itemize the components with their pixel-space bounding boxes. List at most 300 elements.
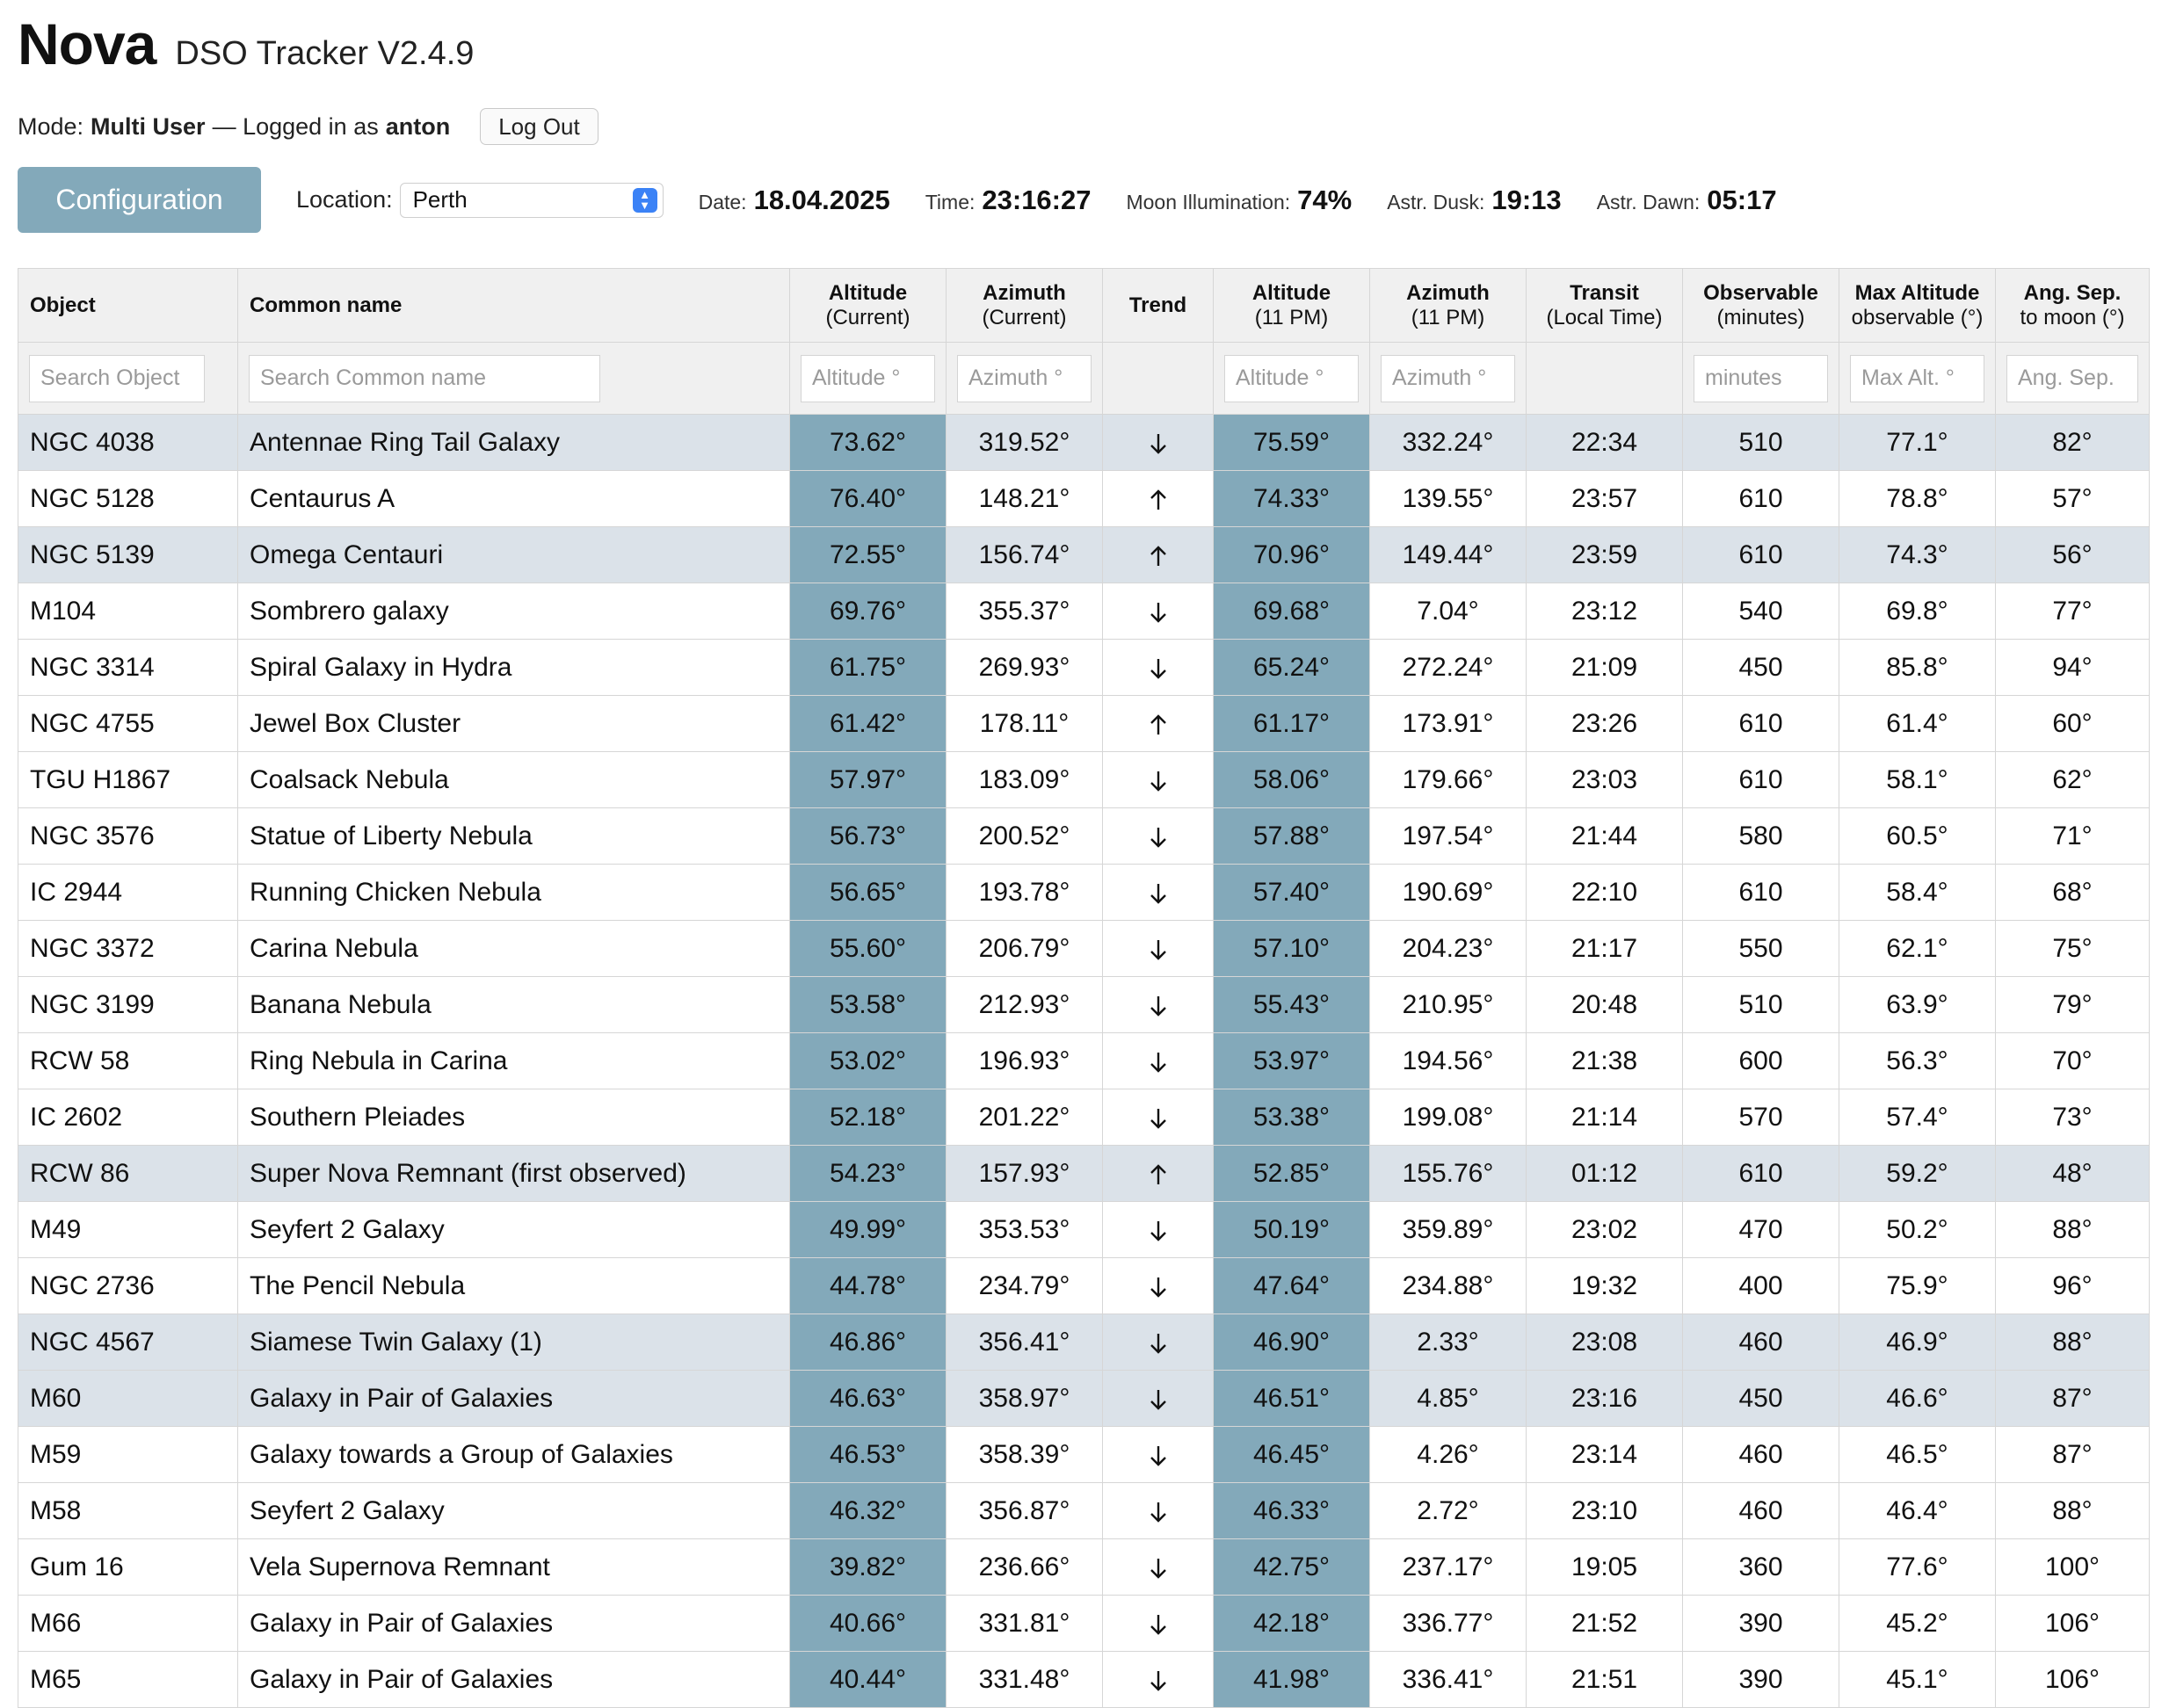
azimuth-cell: 156.74° bbox=[947, 527, 1103, 583]
max-altitude-cell: 46.5° bbox=[1839, 1427, 1996, 1483]
location-label: Location: bbox=[296, 186, 393, 213]
object-cell[interactable]: NGC 4038 bbox=[18, 415, 238, 471]
azimuth-11pm-cell: 332.24° bbox=[1370, 415, 1527, 471]
object-cell[interactable]: RCW 86 bbox=[18, 1146, 238, 1202]
altitude-11pm-cell: 61.17° bbox=[1214, 696, 1370, 752]
arrow-down-icon bbox=[1149, 1665, 1168, 1694]
altitude-cell: 46.63° bbox=[790, 1371, 947, 1427]
common-name-cell: Spiral Galaxy in Hydra bbox=[238, 640, 790, 696]
altitude-11pm-cell: 70.96° bbox=[1214, 527, 1370, 583]
transit-cell: 19:32 bbox=[1527, 1258, 1683, 1314]
object-cell[interactable]: M66 bbox=[18, 1596, 238, 1652]
object-cell[interactable]: NGC 5139 bbox=[18, 527, 238, 583]
object-cell[interactable]: IC 2944 bbox=[18, 865, 238, 921]
max-altitude-cell: 46.9° bbox=[1839, 1314, 1996, 1371]
max-altitude-cell: 46.6° bbox=[1839, 1371, 1996, 1427]
altitude-cell: 52.18° bbox=[790, 1089, 947, 1146]
object-cell[interactable]: M49 bbox=[18, 1202, 238, 1258]
time-label: Time: bbox=[925, 190, 976, 214]
ang-sep-cell: 70° bbox=[1996, 1033, 2150, 1089]
common-name-cell: Seyfert 2 Galaxy bbox=[238, 1483, 790, 1539]
username: anton bbox=[385, 112, 451, 140]
table-row[interactable] bbox=[18, 808, 2150, 865]
observable-cell: 610 bbox=[1683, 527, 1839, 583]
azimuth-11pm-cell: 272.24° bbox=[1370, 640, 1527, 696]
trend-cell bbox=[1103, 1539, 1214, 1596]
arrow-up-icon bbox=[1149, 709, 1168, 738]
common-name-cell: Running Chicken Nebula bbox=[238, 865, 790, 921]
table-row[interactable] bbox=[18, 1539, 2150, 1596]
altitude-cell: 40.66° bbox=[790, 1596, 947, 1652]
max-altitude-cell: 63.9° bbox=[1839, 977, 1996, 1033]
azimuth-cell: 206.79° bbox=[947, 921, 1103, 977]
location-value: Perth bbox=[412, 186, 468, 213]
trend-cell bbox=[1103, 1427, 1214, 1483]
table-row[interactable] bbox=[18, 1146, 2150, 1202]
col-common-name[interactable]: Common name bbox=[238, 269, 790, 343]
arrow-down-icon bbox=[1149, 878, 1168, 907]
object-cell[interactable]: NGC 3199 bbox=[18, 977, 238, 1033]
transit-cell: 21:38 bbox=[1527, 1033, 1683, 1089]
max-altitude-cell: 62.1° bbox=[1839, 921, 1996, 977]
arrow-down-icon bbox=[1149, 1215, 1168, 1244]
transit-cell: 01:12 bbox=[1527, 1146, 1683, 1202]
ang-sep-filter-input[interactable] bbox=[2006, 355, 2138, 402]
object-cell[interactable]: NGC 2736 bbox=[18, 1258, 238, 1314]
altitude-cell: 40.44° bbox=[790, 1652, 947, 1708]
altitude-11pm-cell: 57.10° bbox=[1214, 921, 1370, 977]
common-name-cell: Seyfert 2 Galaxy bbox=[238, 1202, 790, 1258]
altitude-cell: 44.78° bbox=[790, 1258, 947, 1314]
transit-cell: 23:08 bbox=[1527, 1314, 1683, 1371]
trend-cell bbox=[1103, 1314, 1214, 1371]
common-name-cell: Carina Nebula bbox=[238, 921, 790, 977]
altitude-cell: 49.99° bbox=[790, 1202, 947, 1258]
arrow-down-icon bbox=[1149, 597, 1168, 626]
ang-sep-cell: 56° bbox=[1996, 527, 2150, 583]
altitude-11pm-filter-input[interactable] bbox=[1224, 355, 1359, 402]
transit-cell: 19:05 bbox=[1527, 1539, 1683, 1596]
app-header bbox=[18, 11, 474, 77]
altitude-cell: 56.73° bbox=[790, 808, 947, 865]
time-value: 23:16:27 bbox=[982, 184, 1092, 215]
azimuth-11pm-cell: 197.54° bbox=[1370, 808, 1527, 865]
table-row[interactable] bbox=[18, 471, 2150, 527]
col-azimuth-11pm[interactable]: Azimuth (11 PM) bbox=[1370, 269, 1527, 343]
ang-sep-cell: 106° bbox=[1996, 1652, 2150, 1708]
common-name-filter-input[interactable] bbox=[249, 355, 600, 402]
altitude-cell: 73.62° bbox=[790, 415, 947, 471]
transit-cell: 20:48 bbox=[1527, 977, 1683, 1033]
azimuth-cell: 148.21° bbox=[947, 471, 1103, 527]
table-row[interactable] bbox=[18, 1089, 2150, 1146]
altitude-11pm-cell: 74.33° bbox=[1214, 471, 1370, 527]
max-altitude-cell: 56.3° bbox=[1839, 1033, 1996, 1089]
table-row[interactable] bbox=[18, 1371, 2150, 1427]
table-row[interactable] bbox=[18, 1427, 2150, 1483]
arrow-down-icon bbox=[1149, 1440, 1168, 1469]
observable-cell: 600 bbox=[1683, 1033, 1839, 1089]
max-altitude-cell: 74.3° bbox=[1839, 527, 1996, 583]
observable-cell: 460 bbox=[1683, 1427, 1839, 1483]
azimuth-11pm-cell: 155.76° bbox=[1370, 1146, 1527, 1202]
moon-stat bbox=[1126, 185, 1352, 216]
trend-cell bbox=[1103, 1146, 1214, 1202]
altitude-cell: 56.65° bbox=[790, 865, 947, 921]
altitude-11pm-cell: 65.24° bbox=[1214, 640, 1370, 696]
time-stat bbox=[925, 185, 1092, 216]
ang-sep-cell: 57° bbox=[1996, 471, 2150, 527]
observable-cell: 550 bbox=[1683, 921, 1839, 977]
azimuth-11pm-cell: 237.17° bbox=[1370, 1539, 1527, 1596]
transit-cell: 22:10 bbox=[1527, 865, 1683, 921]
objects-table bbox=[18, 268, 2150, 1708]
common-name-cell: Galaxy in Pair of Galaxies bbox=[238, 1652, 790, 1708]
dusk-label: Astr. Dusk: bbox=[1387, 190, 1485, 214]
table-row[interactable] bbox=[18, 583, 2150, 640]
arrow-down-icon bbox=[1149, 1496, 1168, 1525]
azimuth-11pm-cell: 336.41° bbox=[1370, 1652, 1527, 1708]
app-version: DSO Tracker V2.4.9 bbox=[175, 35, 475, 72]
ang-sep-cell: 77° bbox=[1996, 583, 2150, 640]
filter-row bbox=[18, 343, 2150, 415]
table-row[interactable] bbox=[18, 415, 2150, 471]
transit-cell: 23:26 bbox=[1527, 696, 1683, 752]
dawn-label: Astr. Dawn: bbox=[1596, 190, 1701, 214]
azimuth-filter-input[interactable] bbox=[957, 355, 1092, 402]
altitude-cell: 46.32° bbox=[790, 1483, 947, 1539]
azimuth-11pm-cell: 173.91° bbox=[1370, 696, 1527, 752]
observable-cell: 450 bbox=[1683, 1371, 1839, 1427]
dusk-stat bbox=[1387, 185, 1562, 216]
common-name-cell: Statue of Liberty Nebula bbox=[238, 808, 790, 865]
table-row[interactable] bbox=[18, 1596, 2150, 1652]
max-altitude-cell: 69.8° bbox=[1839, 583, 1996, 640]
altitude-11pm-cell: 53.97° bbox=[1214, 1033, 1370, 1089]
max-altitude-cell: 85.8° bbox=[1839, 640, 1996, 696]
azimuth-cell: 319.52° bbox=[947, 415, 1103, 471]
observable-cell: 460 bbox=[1683, 1483, 1839, 1539]
azimuth-11pm-cell: 4.26° bbox=[1370, 1427, 1527, 1483]
common-name-cell: The Pencil Nebula bbox=[238, 1258, 790, 1314]
trend-cell bbox=[1103, 1483, 1214, 1539]
common-name-cell: Southern Pleiades bbox=[238, 1089, 790, 1146]
azimuth-11pm-cell: 199.08° bbox=[1370, 1089, 1527, 1146]
trend-cell bbox=[1103, 1033, 1214, 1089]
altitude-11pm-cell: 75.59° bbox=[1214, 415, 1370, 471]
transit-cell: 23:02 bbox=[1527, 1202, 1683, 1258]
azimuth-cell: 196.93° bbox=[947, 1033, 1103, 1089]
object-cell[interactable]: NGC 3314 bbox=[18, 640, 238, 696]
arrow-down-icon bbox=[1149, 1046, 1168, 1075]
col-ang-sep[interactable]: Ang. Sep. to moon (°) bbox=[1996, 269, 2150, 343]
common-name-cell: Antennae Ring Tail Galaxy bbox=[238, 415, 790, 471]
trend-cell bbox=[1103, 583, 1214, 640]
altitude-11pm-cell: 42.75° bbox=[1214, 1539, 1370, 1596]
object-filter-input[interactable] bbox=[29, 355, 205, 402]
observable-cell: 390 bbox=[1683, 1596, 1839, 1652]
ang-sep-cell: 87° bbox=[1996, 1371, 2150, 1427]
azimuth-cell: 236.66° bbox=[947, 1539, 1103, 1596]
transit-cell: 21:51 bbox=[1527, 1652, 1683, 1708]
ang-sep-cell: 71° bbox=[1996, 808, 2150, 865]
table-row[interactable] bbox=[18, 1314, 2150, 1371]
max-altitude-cell: 58.4° bbox=[1839, 865, 1996, 921]
ang-sep-cell: 82° bbox=[1996, 415, 2150, 471]
altitude-11pm-cell: 47.64° bbox=[1214, 1258, 1370, 1314]
col-object[interactable]: Object bbox=[18, 269, 238, 343]
col-altitude-current[interactable]: Altitude (Current) bbox=[790, 269, 947, 343]
azimuth-cell: 356.41° bbox=[947, 1314, 1103, 1371]
object-cell[interactable]: NGC 5128 bbox=[18, 471, 238, 527]
observable-cell: 390 bbox=[1683, 1652, 1839, 1708]
trend-cell bbox=[1103, 1089, 1214, 1146]
arrow-down-icon bbox=[1149, 765, 1168, 794]
trend-cell bbox=[1103, 1258, 1214, 1314]
ang-sep-cell: 73° bbox=[1996, 1089, 2150, 1146]
observable-cell: 610 bbox=[1683, 752, 1839, 808]
trend-cell bbox=[1103, 471, 1214, 527]
arrow-up-icon bbox=[1149, 484, 1168, 513]
dawn-stat bbox=[1597, 185, 1777, 216]
azimuth-cell: 183.09° bbox=[947, 752, 1103, 808]
col-trend[interactable]: Trend bbox=[1103, 269, 1214, 343]
altitude-11pm-cell: 46.51° bbox=[1214, 1371, 1370, 1427]
object-cell[interactable]: NGC 3372 bbox=[18, 921, 238, 977]
altitude-cell: 76.40° bbox=[790, 471, 947, 527]
trend-cell bbox=[1103, 1652, 1214, 1708]
azimuth-cell: 331.81° bbox=[947, 1596, 1103, 1652]
dawn-value: 05:17 bbox=[1707, 184, 1777, 215]
observable-cell: 510 bbox=[1683, 415, 1839, 471]
azimuth-11pm-cell: 149.44° bbox=[1370, 527, 1527, 583]
object-cell[interactable]: NGC 3576 bbox=[18, 808, 238, 865]
observable-cell: 610 bbox=[1683, 471, 1839, 527]
arrow-up-icon bbox=[1149, 540, 1168, 569]
transit-cell: 21:09 bbox=[1527, 640, 1683, 696]
azimuth-cell: 358.97° bbox=[947, 1371, 1103, 1427]
ang-sep-cell: 100° bbox=[1996, 1539, 2150, 1596]
table-row[interactable] bbox=[18, 1258, 2150, 1314]
col-transit[interactable]: Transit (Local Time) bbox=[1527, 269, 1683, 343]
toolbar bbox=[18, 167, 1777, 233]
transit-cell: 21:14 bbox=[1527, 1089, 1683, 1146]
transit-cell: 23:03 bbox=[1527, 752, 1683, 808]
azimuth-cell: 358.39° bbox=[947, 1427, 1103, 1483]
observable-cell: 570 bbox=[1683, 1089, 1839, 1146]
max-altitude-cell: 50.2° bbox=[1839, 1202, 1996, 1258]
table-body bbox=[18, 415, 2150, 1708]
max-altitude-cell: 57.4° bbox=[1839, 1089, 1996, 1146]
trend-cell bbox=[1103, 1596, 1214, 1652]
table-row[interactable] bbox=[18, 752, 2150, 808]
ang-sep-cell: 60° bbox=[1996, 696, 2150, 752]
observable-cell: 610 bbox=[1683, 865, 1839, 921]
azimuth-11pm-cell: 7.04° bbox=[1370, 583, 1527, 640]
altitude-11pm-cell: 41.98° bbox=[1214, 1652, 1370, 1708]
col-azimuth-current[interactable]: Azimuth (Current) bbox=[947, 269, 1103, 343]
common-name-cell: Banana Nebula bbox=[238, 977, 790, 1033]
arrow-up-icon bbox=[1149, 1159, 1168, 1188]
transit-cell: 21:44 bbox=[1527, 808, 1683, 865]
table-row[interactable] bbox=[18, 1652, 2150, 1708]
configuration-button[interactable]: Configuration bbox=[18, 167, 261, 233]
azimuth-11pm-cell: 139.55° bbox=[1370, 471, 1527, 527]
altitude-cell: 61.42° bbox=[790, 696, 947, 752]
azimuth-11pm-cell: 204.23° bbox=[1370, 921, 1527, 977]
trend-cell bbox=[1103, 527, 1214, 583]
observable-cell: 580 bbox=[1683, 808, 1839, 865]
arrow-down-icon bbox=[1149, 653, 1168, 682]
trend-cell bbox=[1103, 865, 1214, 921]
altitude-cell: 61.75° bbox=[790, 640, 947, 696]
azimuth-cell: 356.87° bbox=[947, 1483, 1103, 1539]
altitude-cell: 53.58° bbox=[790, 977, 947, 1033]
ang-sep-cell: 48° bbox=[1996, 1146, 2150, 1202]
arrow-down-icon bbox=[1149, 1328, 1168, 1357]
arrow-down-icon bbox=[1149, 1552, 1168, 1581]
altitude-11pm-cell: 42.18° bbox=[1214, 1596, 1370, 1652]
table-row[interactable] bbox=[18, 696, 2150, 752]
altitude-11pm-cell: 50.19° bbox=[1214, 1202, 1370, 1258]
trend-cell bbox=[1103, 808, 1214, 865]
object-cell[interactable]: NGC 4567 bbox=[18, 1314, 238, 1371]
object-cell[interactable]: M59 bbox=[18, 1427, 238, 1483]
altitude-cell: 57.97° bbox=[790, 752, 947, 808]
arrow-down-icon bbox=[1149, 1103, 1168, 1132]
altitude-11pm-cell: 53.38° bbox=[1214, 1089, 1370, 1146]
objects-table-container bbox=[18, 268, 2150, 1708]
azimuth-cell: 201.22° bbox=[947, 1089, 1103, 1146]
object-cell[interactable]: IC 2602 bbox=[18, 1089, 238, 1146]
table-row[interactable] bbox=[18, 921, 2150, 977]
arrow-down-icon bbox=[1149, 934, 1168, 963]
transit-cell: 23:10 bbox=[1527, 1483, 1683, 1539]
chevron-up-down-icon: ▲ ▼ bbox=[633, 188, 657, 213]
azimuth-11pm-cell: 194.56° bbox=[1370, 1033, 1527, 1089]
arrow-down-icon bbox=[1149, 1609, 1168, 1638]
object-cell[interactable]: M104 bbox=[18, 583, 238, 640]
location-select[interactable] bbox=[400, 183, 664, 218]
max-altitude-filter-input[interactable] bbox=[1850, 355, 1984, 402]
altitude-11pm-cell: 69.68° bbox=[1214, 583, 1370, 640]
azimuth-11pm-cell: 2.33° bbox=[1370, 1314, 1527, 1371]
azimuth-11pm-cell: 190.69° bbox=[1370, 865, 1527, 921]
logged-in-label: — Logged in as bbox=[212, 112, 379, 140]
altitude-cell: 39.82° bbox=[790, 1539, 947, 1596]
common-name-cell: Vela Supernova Remnant bbox=[238, 1539, 790, 1596]
max-altitude-cell: 58.1° bbox=[1839, 752, 1996, 808]
ang-sep-cell: 96° bbox=[1996, 1258, 2150, 1314]
azimuth-cell: 200.52° bbox=[947, 808, 1103, 865]
common-name-cell: Galaxy in Pair of Galaxies bbox=[238, 1596, 790, 1652]
col-observable[interactable]: Observable (minutes) bbox=[1683, 269, 1839, 343]
common-name-cell: Jewel Box Cluster bbox=[238, 696, 790, 752]
ang-sep-cell: 87° bbox=[1996, 1427, 2150, 1483]
observable-cell: 610 bbox=[1683, 1146, 1839, 1202]
arrow-down-icon bbox=[1149, 821, 1168, 850]
azimuth-11pm-cell: 234.88° bbox=[1370, 1258, 1527, 1314]
moon-label: Moon Illumination: bbox=[1126, 190, 1291, 214]
object-cell[interactable]: Gum 16 bbox=[18, 1539, 238, 1596]
mode-label: Mode: bbox=[18, 112, 84, 140]
azimuth-cell: 269.93° bbox=[947, 640, 1103, 696]
table-row[interactable] bbox=[18, 1202, 2150, 1258]
altitude-filter-input[interactable] bbox=[801, 355, 935, 402]
observable-filter-input[interactable] bbox=[1694, 355, 1828, 402]
object-cell[interactable]: NGC 4755 bbox=[18, 696, 238, 752]
altitude-cell: 69.76° bbox=[790, 583, 947, 640]
ang-sep-cell: 106° bbox=[1996, 1596, 2150, 1652]
observable-cell: 510 bbox=[1683, 977, 1839, 1033]
azimuth-11pm-filter-input[interactable] bbox=[1381, 355, 1515, 402]
table-row[interactable] bbox=[18, 1033, 2150, 1089]
ang-sep-cell: 68° bbox=[1996, 865, 2150, 921]
common-name-cell: Siamese Twin Galaxy (1) bbox=[238, 1314, 790, 1371]
object-cell[interactable]: RCW 58 bbox=[18, 1033, 238, 1089]
table-row[interactable] bbox=[18, 977, 2150, 1033]
app-name: Nova bbox=[18, 11, 156, 76]
altitude-11pm-cell: 46.90° bbox=[1214, 1314, 1370, 1371]
table-row[interactable] bbox=[18, 527, 2150, 583]
max-altitude-cell: 59.2° bbox=[1839, 1146, 1996, 1202]
azimuth-11pm-cell: 2.72° bbox=[1370, 1483, 1527, 1539]
max-altitude-cell: 45.1° bbox=[1839, 1652, 1996, 1708]
common-name-cell: Omega Centauri bbox=[238, 527, 790, 583]
azimuth-cell: 212.93° bbox=[947, 977, 1103, 1033]
object-cell[interactable]: M65 bbox=[18, 1652, 238, 1708]
altitude-11pm-cell: 46.45° bbox=[1214, 1427, 1370, 1483]
azimuth-11pm-cell: 4.85° bbox=[1370, 1371, 1527, 1427]
trend-cell bbox=[1103, 977, 1214, 1033]
azimuth-11pm-cell: 359.89° bbox=[1370, 1202, 1527, 1258]
common-name-cell: Sombrero galaxy bbox=[238, 583, 790, 640]
azimuth-cell: 355.37° bbox=[947, 583, 1103, 640]
altitude-11pm-cell: 52.85° bbox=[1214, 1146, 1370, 1202]
ang-sep-cell: 88° bbox=[1996, 1314, 2150, 1371]
common-name-cell: Ring Nebula in Carina bbox=[238, 1033, 790, 1089]
max-altitude-cell: 78.8° bbox=[1839, 471, 1996, 527]
trend-cell bbox=[1103, 696, 1214, 752]
object-cell[interactable]: TGU H1867 bbox=[18, 752, 238, 808]
observable-cell: 470 bbox=[1683, 1202, 1839, 1258]
observable-cell: 540 bbox=[1683, 583, 1839, 640]
object-cell[interactable]: M60 bbox=[18, 1371, 238, 1427]
common-name-cell: Galaxy in Pair of Galaxies bbox=[238, 1371, 790, 1427]
table-row[interactable] bbox=[18, 640, 2150, 696]
moon-value: 74% bbox=[1297, 184, 1353, 215]
trend-cell bbox=[1103, 640, 1214, 696]
object-cell[interactable]: M58 bbox=[18, 1483, 238, 1539]
altitude-cell: 46.53° bbox=[790, 1427, 947, 1483]
azimuth-cell: 178.11° bbox=[947, 696, 1103, 752]
altitude-cell: 72.55° bbox=[790, 527, 947, 583]
arrow-down-icon bbox=[1149, 990, 1168, 1019]
observable-cell: 610 bbox=[1683, 696, 1839, 752]
transit-cell: 23:57 bbox=[1527, 471, 1683, 527]
transit-cell: 21:52 bbox=[1527, 1596, 1683, 1652]
header-row bbox=[18, 269, 2150, 343]
table-row[interactable] bbox=[18, 1483, 2150, 1539]
logout-button[interactable]: Log Out bbox=[480, 108, 598, 145]
max-altitude-cell: 75.9° bbox=[1839, 1258, 1996, 1314]
max-altitude-cell: 45.2° bbox=[1839, 1596, 1996, 1652]
date-value: 18.04.2025 bbox=[753, 184, 890, 215]
table-row[interactable] bbox=[18, 865, 2150, 921]
transit-cell: 23:14 bbox=[1527, 1427, 1683, 1483]
col-max-altitude[interactable]: Max Altitude observable (°) bbox=[1839, 269, 1996, 343]
col-altitude-11pm[interactable]: Altitude (11 PM) bbox=[1214, 269, 1370, 343]
